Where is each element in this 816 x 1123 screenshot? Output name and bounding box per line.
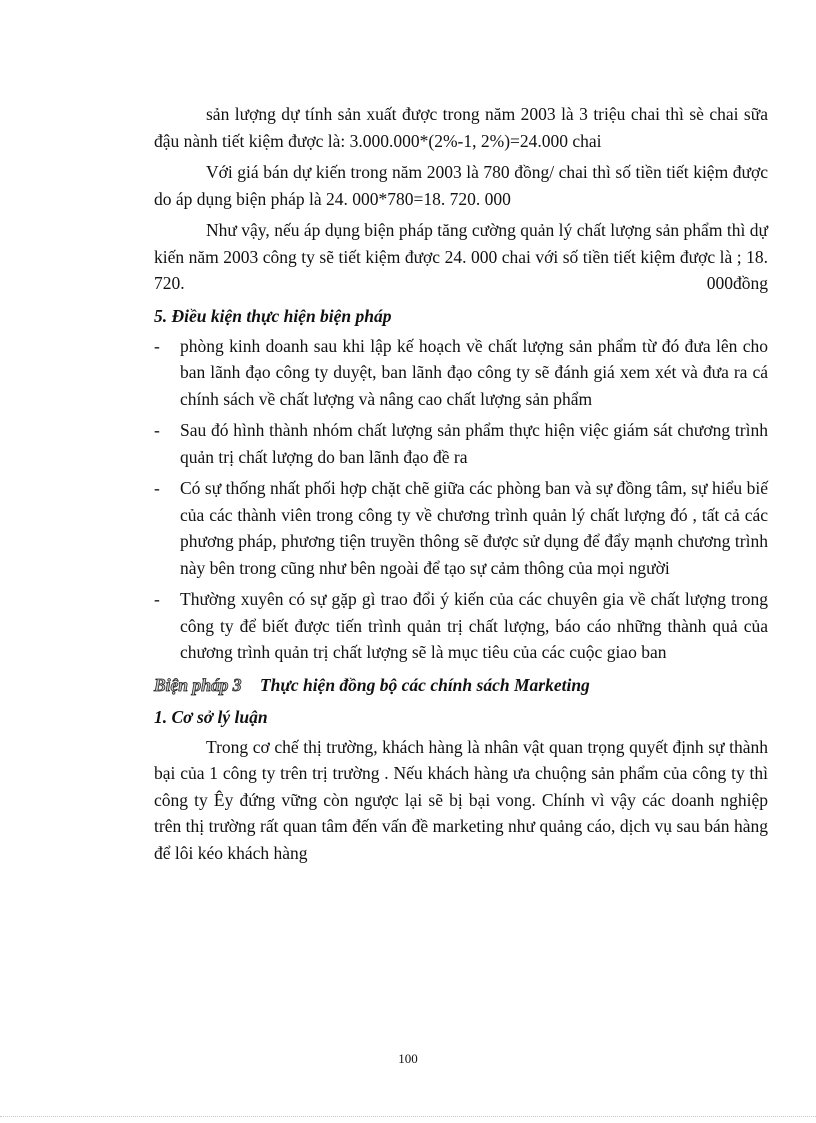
list-item xyxy=(154,417,768,470)
paragraph-savings-money: Với giá bán dự kiến trong năm 2003 là 780 đồng/ chai thì số tiền tiết kiệm được do áp dụng biện pháp là 24. 000*780=18. 720. 000 xyxy=(154,162,768,209)
paragraph-savings-quantity: sản lượng dự tính sản xuất được trong năm 2003 là 3 triệu chai thì sè chai sữa đậu nành tiết kiệm được là: 3.000.000*(2%-1, 2%)=24.000 chai xyxy=(154,104,768,151)
conditions-list xyxy=(154,333,768,666)
bullet-dash: - xyxy=(154,335,160,356)
list-item-text: Thường xuyên có sự gặp gì trao đổi ý kiến của các chuyên gia về chất lượng trong công ty để biết được tiến trình quản trị chất lượng, báo cáo những thành quả của chương trình quản trị chất lượng sẽ là mục tiêu của các cuộc giao ban xyxy=(180,589,768,662)
bullet-dash: - xyxy=(154,589,160,609)
section-5-heading: 5. Điều kiện thực hiện biện pháp xyxy=(154,305,392,326)
page-content xyxy=(154,101,768,866)
list-item-text: Sau đó hình thành nhóm chất lượng sản phẩm thực hiện việc giám sát chương trình quản trị chất lượng do ban lãnh đạo đề ra xyxy=(180,420,768,467)
measure-3-label: Biện pháp 3 xyxy=(154,674,242,695)
bullet-dash: - xyxy=(154,420,160,440)
paragraph-conclusion: Như vậy, nếu áp dụng biện pháp tăng cường quản lý chất lượng sản phẩm thì dự kiến năm 2003 công ty sẽ tiết kiệm được 24. 000 chai với số tiền tiết kiệm được là ; 18. 720. 000đồng xyxy=(154,220,768,293)
measure-3-heading xyxy=(154,672,768,698)
measure-3-title: Thực hiện đồng bộ các chính sách Marketing xyxy=(259,674,590,695)
footer-divider xyxy=(0,1116,816,1117)
paragraph-rationale: Trong cơ chế thị trường, khách hàng là nhân vật quan trọng quyết định sự thành bại của 1 công ty trên trị trường . Nếu khách hàng ưa chuộng sản phẩm của công ty thì công ty Êy đứng vững còn ngược lại sẽ bị bại vong. Chính vì vậy các doanh nghiệp trên thị trường rất quan tâm đến vấn đề marketing như quảng cáo, dịch vụ sau bán hàng để lôi kéo khách hàng xyxy=(154,736,768,863)
list-item-text: Có sự thống nhất phối hợp chặt chẽ giữa các phòng ban và sự đồng tâm, sự hiểu biế của các thành viên trong công ty về chương trình quản lý chất lượng đó , tất cả các phương pháp, phương tiện truyền thông sẽ được sử dụng để đẩy mạnh chương trình này bên trong cũng như bên ngoài để tạo sự cảm thông của mọi người xyxy=(180,478,768,578)
list-item xyxy=(154,333,768,413)
list-item xyxy=(154,475,768,581)
page-number: 100 xyxy=(398,1051,418,1066)
list-item-text: phòng kinh doanh sau khi lập kế hoạch về chất lượng sản phẩm từ đó đưa lên cho ban lãnh đạo công ty duyệt, ban lãnh đạo công ty sẽ đánh giá xem xét và đưa ra cá chính sách về chất lượng và nâng cao chất lượng sản phẩm xyxy=(180,335,768,409)
section-1-heading: 1. Cơ sở lý luận xyxy=(154,706,268,727)
bullet-dash: - xyxy=(154,478,160,498)
list-item xyxy=(154,586,768,666)
